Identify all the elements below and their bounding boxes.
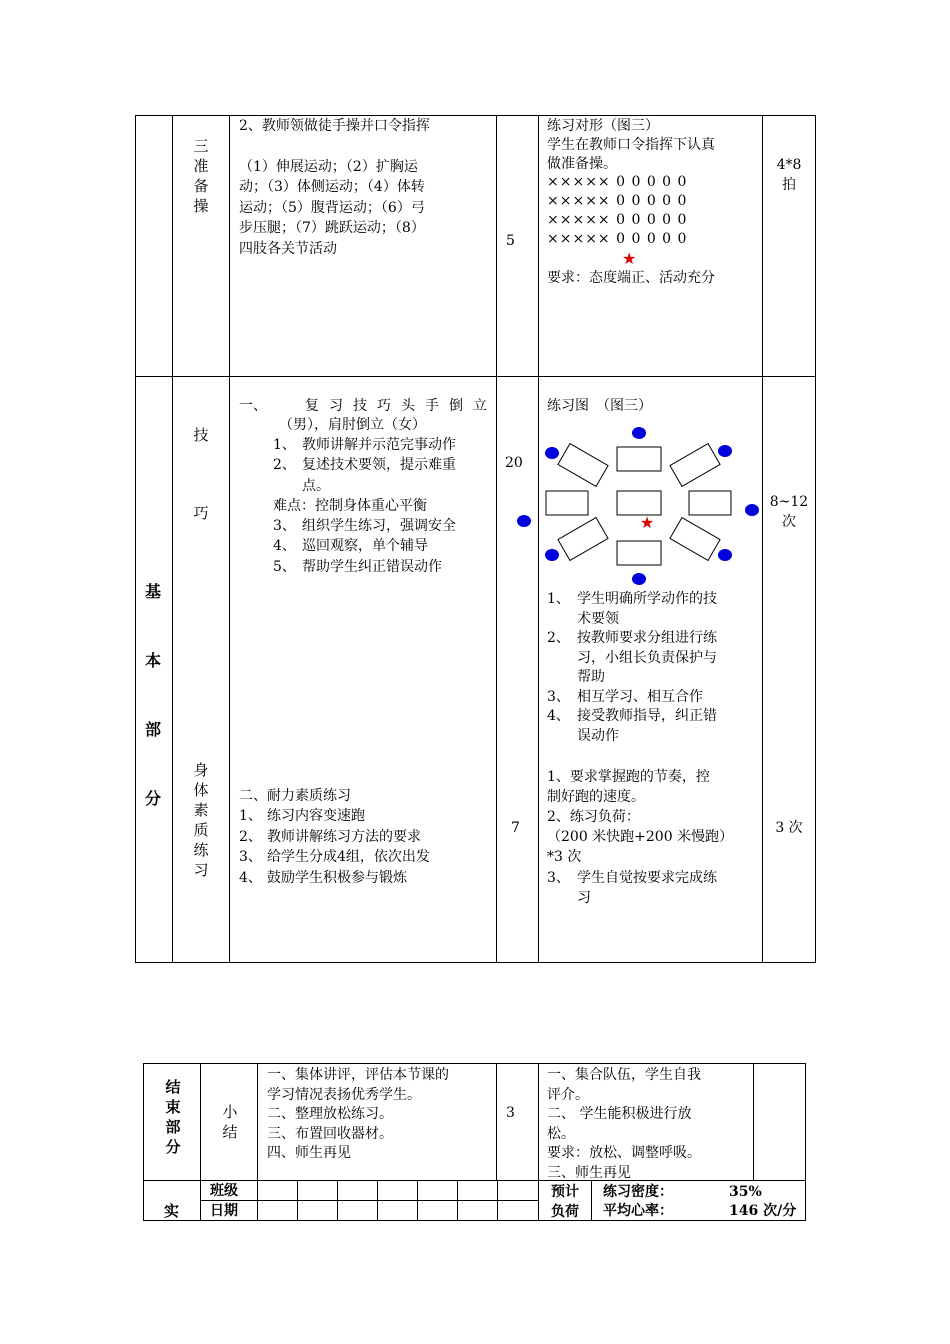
skills-requirement: 帮助 [577, 669, 605, 685]
gym-mat [617, 491, 661, 515]
practice-diagram [512, 420, 772, 590]
student-group-marker [545, 447, 559, 459]
fitness-requirement: *3 次 [547, 849, 582, 865]
warmup-line: （1）伸展运动；（2）扩胸运 [239, 159, 418, 175]
gym-mat [558, 518, 608, 561]
gym-mat [670, 444, 720, 487]
heart-rate-label: 平均心率： [603, 1203, 673, 1219]
end-org-line: 评介。 [547, 1086, 589, 1103]
skills-requirement-number: 4、 [547, 708, 570, 724]
skills-requirement: 接受教师指导，纠正错 [577, 708, 717, 724]
density-label: 练习密度： [603, 1184, 673, 1200]
skills-step: 教师讲解并示范完事动作 [302, 437, 456, 453]
skills-step-number: 4、 [273, 538, 296, 554]
fitness-requirement: 1、要求掌握跑的节奏，控 [547, 769, 710, 785]
fitness-requirement: 2、练习负荷： [547, 809, 640, 825]
warmup-line: 动；（3）体侧运动；（4）体转 [239, 179, 425, 195]
skills-requirement: 误动作 [577, 727, 619, 744]
skills-requirement: 学生明确所学动作的技 [577, 591, 717, 607]
student-group-marker [517, 515, 531, 527]
summary-line: 学习情况表扬优秀学生。 [267, 1086, 421, 1103]
gym-mat [689, 491, 731, 515]
fitness-label: 身 体 素 质 练 习 [193, 761, 209, 879]
summary-line: 四、师生再见 [267, 1145, 351, 1161]
skills-step: 帮助学生纠正错误动作 [302, 559, 442, 575]
fitness-requirement: （200 米快跑+200 米慢跑） [547, 829, 734, 845]
warmup-heading: 2、教师领做徒手操并口令指挥 [239, 118, 430, 134]
skills-step: 点。 [302, 478, 330, 494]
student-group-marker [632, 427, 646, 439]
fitness-requirement: 学生自觉按要求完成练 [577, 870, 717, 886]
footer-left-label: 实 [164, 1202, 180, 1220]
fitness-step: 教师讲解练习方法的要求 [267, 828, 421, 845]
skills-step: 复述技术要领，提示难重 [302, 457, 456, 473]
fitness-load: 3 次 [775, 820, 803, 836]
org-line: 学生在教师口令指挥下认真 [547, 137, 715, 153]
teacher-star-icon: ★ [622, 249, 637, 268]
student-group-marker [545, 549, 559, 561]
fitness-step-number: 4、 [239, 869, 262, 886]
warmup-exercise-label: 三 准 备 操 [193, 137, 209, 215]
skills-requirement-number: 2、 [547, 630, 570, 646]
skills-requirement: 按教师要求分组进行练 [577, 630, 717, 646]
fitness-requirement-number: 3、 [547, 870, 570, 886]
end-part-label: 结 束 部 分 [165, 1078, 181, 1156]
skills-step-number: 3、 [273, 518, 296, 534]
fitness-time: 7 [511, 820, 520, 836]
warmup-requirement: 要求：态度端正、活动充分 [547, 270, 715, 286]
student-group-marker [632, 573, 646, 585]
gym-mat [670, 518, 720, 561]
class-label: 班级 [210, 1183, 238, 1199]
fitness-requirement: 习 [577, 890, 591, 906]
practice-diagram-title: 练习图 （图三） [547, 398, 652, 414]
end-time: 3 [506, 1105, 515, 1121]
skills-requirement: 习，小组长负责保护与 [577, 649, 717, 666]
warmup-load: 4*8 拍 [776, 157, 802, 193]
skills-step-number: 2、 [273, 457, 296, 473]
org-line: 做准备操。 [547, 156, 617, 172]
warmup-line: 运动；（5）腹背运动；（6）弓 [239, 200, 425, 216]
student-group-marker [718, 445, 732, 457]
skills-heading: 复 习 技 巧 头 手 倒 立 [305, 398, 487, 414]
fitness-step: 鼓励学生积极参与锻炼 [267, 869, 407, 886]
end-org-line: 要求：放松、调整呼吸。 [547, 1145, 701, 1161]
summary-line: 二、整理放松练习。 [267, 1106, 393, 1122]
skills-time: 20 [505, 455, 523, 471]
skills-requirement-number: 3、 [547, 688, 570, 705]
skills-requirement: 术要领 [577, 610, 619, 627]
heart-rate-value: 146 次/分 [729, 1203, 797, 1219]
skills-heading-num: 一、 [239, 398, 267, 414]
skills-step-number: 5、 [273, 559, 296, 575]
end-org-line: 三、师生再见 [547, 1164, 631, 1181]
fitness-heading: 二、耐力素质练习 [239, 788, 351, 804]
fitness-requirement: 制好跑的速度。 [547, 789, 645, 805]
gym-mat [558, 444, 608, 487]
skills-requirement-number: 1、 [547, 591, 570, 607]
svg-text:★: ★ [639, 513, 655, 532]
gym-mat [617, 541, 661, 565]
warmup-time: 5 [506, 233, 515, 249]
warmup-line: 四肢各关节活动 [239, 241, 337, 257]
warmup-line: 步压腿；（7）跳跃运动；（8） [239, 220, 425, 236]
basic-part-label: 基 本 部 分 [144, 582, 161, 808]
fitness-step: 练习内容变速跑 [267, 808, 365, 824]
end-org-line: 松。 [547, 1125, 575, 1142]
density-value: 35% [729, 1184, 762, 1200]
date-label: 日期 [210, 1203, 238, 1219]
skills-step-number: 1、 [273, 437, 296, 453]
gym-mat [546, 491, 588, 515]
skills-step: 组织学生练习，强调安全 [302, 518, 456, 534]
formation-row: ××××× 0 0 0 0 0 [547, 212, 688, 228]
fitness-step-number: 1、 [239, 808, 262, 824]
forecast-label: 预计 负荷 [551, 1184, 579, 1220]
skills-label: 技 巧 [193, 426, 209, 522]
skills-step: 难点：控制身体重心平衡 [273, 498, 427, 514]
formation-row: ××××× 0 0 0 0 0 [547, 174, 688, 190]
gym-mat [617, 447, 661, 471]
formation-title: 练习对形（图三） [547, 118, 659, 134]
student-group-marker [718, 549, 732, 561]
skills-load: 8~12 次 [769, 494, 809, 530]
end-org-line: 一、集合队伍，学生自我 [547, 1067, 701, 1083]
fitness-step-number: 2、 [239, 828, 262, 845]
student-group-marker [745, 504, 759, 516]
formation-row: ××××× 0 0 0 0 0 [547, 193, 688, 209]
summary-line: 三、布置回收器材。 [267, 1125, 393, 1142]
skills-requirement: 相互学习、相互合作 [577, 688, 703, 705]
summary-line: 一、集体讲评，评估本节课的 [267, 1067, 449, 1083]
summary-label: 小 结 [222, 1103, 238, 1141]
skills-step: 巡回观察，单个辅导 [302, 538, 428, 554]
formation-row: ××××× 0 0 0 0 0 [547, 231, 688, 247]
fitness-step: 给学生分成4组，依次出发 [267, 849, 430, 865]
end-org-line: 二、 学生能积极进行放 [547, 1106, 692, 1122]
fitness-step-number: 3、 [239, 849, 262, 865]
skills-heading-cont: （男），肩肘倒立（女） [279, 417, 426, 433]
